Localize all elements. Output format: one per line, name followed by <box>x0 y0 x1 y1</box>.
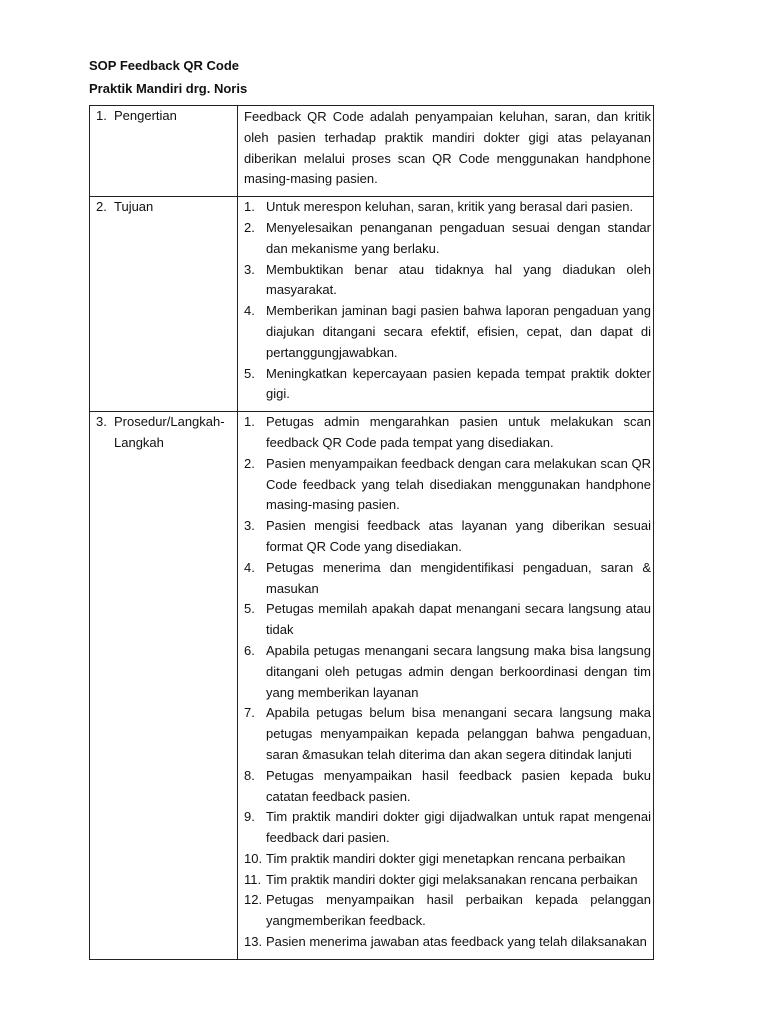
tujuan-list <box>244 197 651 405</box>
list-item <box>244 516 651 558</box>
prosedur-list <box>244 412 651 953</box>
section-label-cell <box>90 197 238 412</box>
list-item <box>244 197 651 218</box>
section-label-cell <box>90 412 238 960</box>
list-item <box>244 890 651 932</box>
list-item <box>244 218 651 260</box>
section-label <box>96 106 237 127</box>
section-label <box>96 412 237 454</box>
list-item <box>244 558 651 600</box>
item-number: 5. <box>244 365 255 381</box>
section-label-text: Prosedur/Langkah-Langkah <box>114 414 225 450</box>
list-item <box>244 599 651 641</box>
document-subtitle: Praktik Mandiri drg. Noris <box>89 81 248 96</box>
item-text: Petugas menerima dan mengidentifikasi pengaduan, saran & masukan <box>266 559 651 596</box>
item-number: 12. <box>244 892 263 908</box>
list-item <box>244 807 651 849</box>
section-number: 1. <box>96 108 107 123</box>
item-number: 9. <box>244 809 255 825</box>
list-item <box>244 849 651 870</box>
section-label-cell <box>90 106 238 197</box>
item-text: Tim praktik mandiri dokter gigi menetapkan rencana perbaikan <box>266 850 626 866</box>
section-number: 3. <box>96 414 107 430</box>
section-label-text: Tujuan <box>114 199 154 215</box>
item-number: 7. <box>244 705 255 721</box>
item-text: Pasien menyampaikan feedback dengan cara melakukan scan QR Code feedback yang telah disediakan menggunakan handphone masing-masing pasien. <box>266 455 651 513</box>
item-text: Petugas memilah apakah dapat menangani secara langsung atau tidak <box>266 601 651 638</box>
item-number: 1. <box>244 414 255 430</box>
item-number: 13. <box>244 934 263 950</box>
list-item <box>244 454 651 516</box>
item-text: Untuk merespon keluhan, saran, kritik yang berasal dari pasien. <box>266 199 634 215</box>
item-number: 4. <box>244 559 255 575</box>
item-number: 2. <box>244 219 255 235</box>
item-text: Petugas menyampaikan hasil feedback pasien kepada buku catatan feedback pasien. <box>266 767 651 804</box>
item-text: Tim praktik mandiri dokter gigi melaksanakan rencana perbaikan <box>266 871 638 887</box>
section-row-pengertian <box>90 106 654 197</box>
section-label <box>96 197 237 218</box>
item-text: Menyelesaikan penanganan pengaduan sesuai dengan standar dan mekanisme yang berlaku. <box>266 219 651 256</box>
list-item <box>244 260 651 302</box>
list-item <box>244 301 651 363</box>
item-number: 5. <box>244 601 255 617</box>
item-text: Tim praktik mandiri dokter gigi dijadwalkan untuk rapat mengenai feedback dari pasien. <box>266 809 651 846</box>
list-item <box>244 870 651 891</box>
item-text: Meningkatkan kepercayaan pasien kepada tempat praktik dokter gigi. <box>266 365 651 402</box>
list-item <box>244 932 651 953</box>
item-text: Memberikan jaminan bagi pasien bahwa laporan pengaduan yang diajukan ditangani secara efektif, efisien, cepat, dan dapat di pertanggungjawabkan. <box>266 303 651 360</box>
section-number: 2. <box>96 199 107 215</box>
item-number: 6. <box>244 642 255 658</box>
list-item <box>244 766 651 808</box>
item-text: Pasien mengisi feedback atas layanan yang diberikan sesuai format QR Code yang disediakan. <box>266 518 651 554</box>
section-content-cell <box>238 106 654 197</box>
definition-text: Feedback QR Code adalah penyampaian keluhan, saran, dan kritik oleh pasien terhadap praktik mandiri dokter gigi atas pelayanan diberikan melalui proses scan QR Code menggunakan handphone masing-masing pasien. <box>244 109 651 187</box>
document-title: SOP Feedback QR Code <box>89 58 240 73</box>
list-item <box>244 364 651 406</box>
section-content-cell <box>238 197 654 412</box>
item-text: Apabila petugas belum bisa menangani secara langsung maka petugas menyampaikan kepada pelanggan bahwa pengaduan, saran &masukan telah diterima dan akan segera ditindak lanjuti <box>266 705 651 762</box>
item-number: 1. <box>244 199 255 215</box>
section-row-tujuan <box>90 197 654 412</box>
item-number: 3. <box>244 261 255 277</box>
item-text: Pasien menerima jawaban atas feedback yang telah dilaksanakan <box>266 934 647 950</box>
list-item <box>244 641 651 703</box>
section-label-text: Pengertian <box>114 108 177 123</box>
sop-table <box>89 105 654 960</box>
list-item <box>244 703 651 765</box>
section-content-cell <box>238 412 654 960</box>
item-number: 11. <box>244 871 262 887</box>
item-number: 4. <box>244 303 255 319</box>
item-text: Petugas admin mengarahkan pasien untuk melakukan scan feedback QR Code pada tempat yang disediakan. <box>266 414 651 450</box>
item-text: Petugas menyampaikan hasil perbaikan kepada pelanggan yangmemberikan feedback. <box>266 892 651 929</box>
section-row-prosedur <box>90 412 654 960</box>
item-text: Apabila petugas menangani secara langsung maka bisa langsung ditangani oleh petugas admin dengan berkoordinasi dengan tim yang memberikan layanan <box>266 642 651 700</box>
list-item <box>244 412 651 454</box>
item-text: Membuktikan benar atau tidaknya hal yang diadukan oleh masyarakat. <box>266 261 651 298</box>
item-number: 3. <box>244 518 255 534</box>
item-number: 10. <box>244 850 263 866</box>
item-number: 2. <box>244 455 255 471</box>
item-number: 8. <box>244 767 255 783</box>
